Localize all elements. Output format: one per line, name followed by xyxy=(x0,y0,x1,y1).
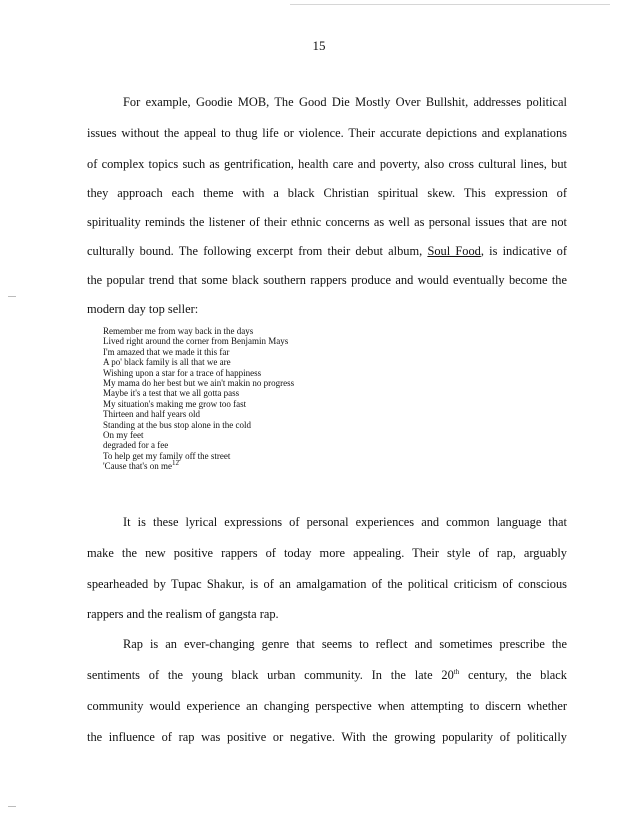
lyric-line: degraded for a fee xyxy=(103,440,169,451)
line-text: century, the black xyxy=(459,668,567,682)
lyric-line: A po' black family is all that we are xyxy=(103,357,231,368)
line-text: sentiments of the young black urban community. In the late 20 xyxy=(87,668,454,682)
paragraph-line: the popular trend that some black southern rappers produce and would eventually become the xyxy=(87,273,567,287)
lyric-line: My situation's making me grow too fast xyxy=(103,398,247,409)
lyric-line: Standing at the bus stop alone in the cold xyxy=(103,419,251,430)
paragraph-line: community would experience an changing perspective when attempting to discern whether xyxy=(87,699,567,713)
paragraph-line: of complex topics such as gentrification, health care and poverty, also cross cultural lines, but xyxy=(87,157,567,171)
lyric-line: I'm amazed that we made it this far xyxy=(103,346,230,357)
lyric-line: Wishing upon a star for a trace of happiness xyxy=(103,367,262,378)
scan-margin-mark xyxy=(8,296,16,297)
paragraph-line: issues without the appeal to thug life or violence. Their accurate depictions and explanations xyxy=(87,126,567,140)
paragraph-line: For example, Goodie MOB, The Good Die Mostly Over Bullshit, addresses political xyxy=(123,95,567,109)
line-text: culturally bound. The following excerpt from their debut album, xyxy=(87,244,428,258)
paragraph-line: spearheaded by Tupac Shakur, is of an amalgamation of the political criticism of conscious xyxy=(87,577,567,591)
lyric-line: Maybe it's a test that we all gotta pass xyxy=(103,388,240,399)
paragraph-line: modern day top seller: xyxy=(87,302,199,316)
paragraph-line xyxy=(87,244,567,259)
lyric-line xyxy=(103,461,294,471)
page-number: 15 xyxy=(312,38,326,53)
album-title: Soul Food xyxy=(427,244,481,258)
scan-edge-line xyxy=(290,4,610,5)
paragraph-line: Rap is an ever-changing genre that seems to reflect and sometimes prescribe the xyxy=(123,637,567,651)
lyrics-block-quote xyxy=(103,326,294,471)
lyric-line: Lived right around the corner from Benjamin Mays xyxy=(103,336,289,347)
paragraph-line: make the new positive rappers of today more appealing. Their style of rap, arguably xyxy=(87,546,567,560)
scan-margin-mark xyxy=(8,806,16,807)
footnote-marker: 12 xyxy=(171,459,179,468)
lyric-line: Thirteen and half years old xyxy=(103,409,200,420)
paragraph-line: It is these lyrical expressions of personal experiences and common language that xyxy=(123,515,567,529)
lyric-text: 'Cause that's on me xyxy=(103,461,172,472)
line-text: , is indicative of xyxy=(480,244,567,258)
paragraph-line: they approach each theme with a black Christian spiritual skew. This expression of xyxy=(87,186,567,200)
lyric-line: On my feet xyxy=(103,429,144,440)
paragraph-line: spirituality reminds the listener of their ethnic concerns as well as personal issues that are not xyxy=(87,215,567,229)
paragraph-line: rappers and the realism of gangsta rap. xyxy=(87,607,279,621)
paragraph-line xyxy=(87,668,567,683)
lyric-line: My mama do her best but we ain't makin no progress xyxy=(103,377,295,388)
lyric-line: To help get my family off the street xyxy=(103,450,231,461)
superscript: th xyxy=(453,667,460,676)
paragraph-line: the influence of rap was positive or negative. With the growing popularity of politically xyxy=(87,730,567,744)
lyric-line: Remember me from way back in the days xyxy=(103,326,254,336)
